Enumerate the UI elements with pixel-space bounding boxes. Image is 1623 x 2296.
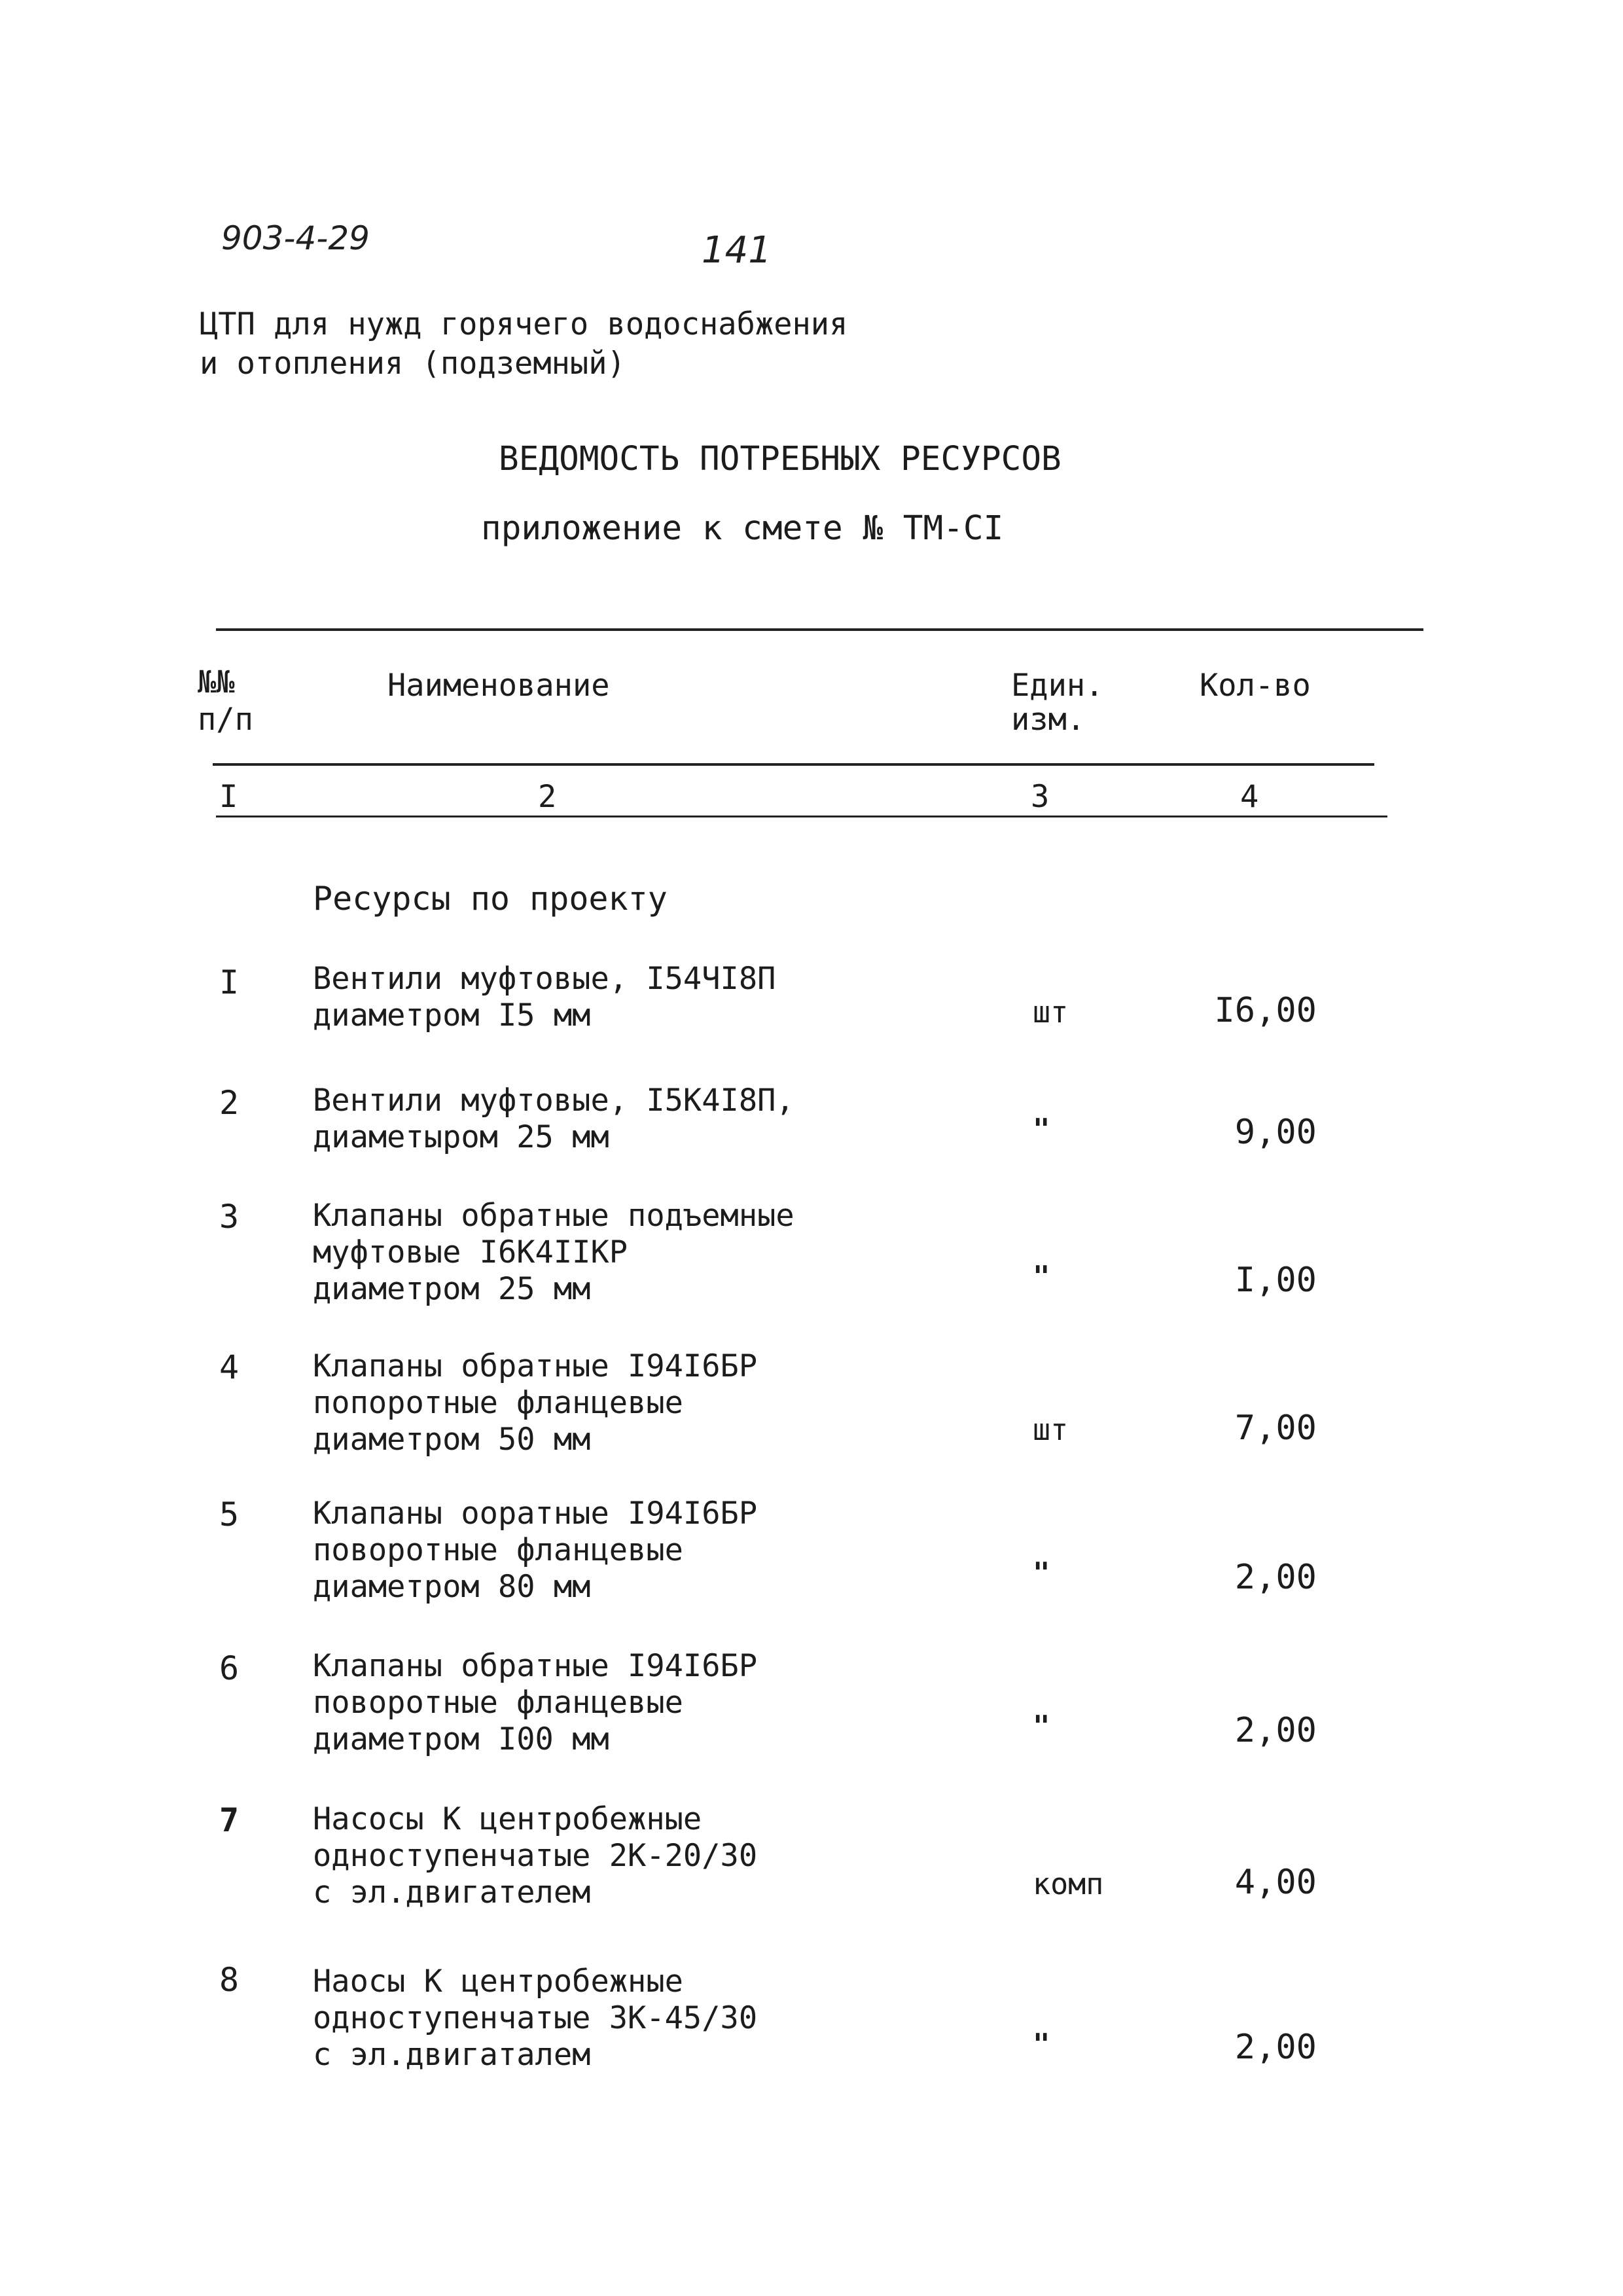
column-number-3: 3 [1031,779,1050,815]
section-title: Ресурсы по проекту [313,880,668,918]
row-6-quantity: 2,00 [1234,1711,1317,1750]
row-5-number: 5 [219,1496,240,1534]
row-4-name-line-2: попоротные фланцевые [313,1385,683,1421]
row-4-name-line-1: Клапаны обратные I94I6БР [313,1348,758,1384]
row-7-unit: комп [1033,1867,1104,1901]
row-8-unit-ditto: " [1033,2028,1050,2061]
column-number-2: 2 [538,779,557,815]
row-4-quantity: 7,00 [1234,1408,1317,1448]
col-header-unit-line2: изм. [1011,702,1086,738]
row-2-name-line-1: Вентили муфтовые, I5К4I8П, [313,1083,794,1119]
row-5-name-line-1: Клапаны ооратные I94I6БР [313,1496,758,1532]
row-5-name-line-2: поворотные фланцевые [313,1532,683,1568]
row-7-number: 7 [219,1801,240,1839]
row-3-name [313,1198,794,1308]
row-1-name-line-2: диаметром I5 мм [313,997,591,1033]
row-4-number: 4 [219,1348,240,1386]
row-6-unit-ditto: " [1033,1710,1050,1743]
col-header-unit-line1: Един. [1011,668,1104,704]
document-code-handwritten: 903-4-29 [221,219,370,257]
row-6-name-line-3: диаметром I00 мм [313,1721,609,1757]
row-2-unit-ditto: " [1033,1113,1050,1146]
row-8-name-line-3: с эл.двигаталем [313,2037,591,2073]
header-bottom-rule [213,763,1374,766]
row-1-name-line-1: Вентили муфтовые, I54ЧI8П [313,961,776,997]
row-7-name-line-3: с эл.двигателем [313,1874,591,1910]
row-5-quantity: 2,00 [1234,1558,1317,1597]
row-1-number: I [219,963,240,1001]
row-7-name [313,1801,757,1911]
row-5-name [313,1496,757,1605]
row-4-unit: шт [1033,1412,1069,1447]
row-3-name-line-3: диаметром 25 мм [313,1271,591,1307]
row-7-quantity: 4,00 [1234,1863,1317,1902]
row-8-name [313,1964,757,2073]
row-8-name-line-1: Наосы К центробежные [313,1964,683,2000]
document-title: ВЕДОМОСТЬ ПОТРЕБНЫХ РЕСУРСОВ [499,440,1061,478]
row-5-name-line-3: диаметром 80 мм [313,1569,591,1605]
row-1-quantity: I6,00 [1214,991,1317,1030]
column-number-4: 4 [1240,779,1259,815]
row-6-number: 6 [219,1649,240,1687]
row-7-name-line-2: одноступенчатые 2К-20/30 [313,1838,758,1874]
col-header-number-line2: п/п [198,702,253,738]
row-2-name-line-2: диаметыром 25 мм [313,1119,609,1155]
row-1-unit: шт [1033,995,1069,1030]
col-header-number-line1: №№ [198,664,235,700]
row-3-name-line-2: муфтовые I6К4IIКР [313,1234,628,1270]
col-header-quantity: Кол-во [1200,668,1311,704]
document-subtitle: приложение к смете № ТМ-СI [481,509,1004,548]
row-3-number: 3 [219,1198,240,1236]
row-2-quantity: 9,00 [1234,1113,1317,1152]
row-8-name-line-2: одноступенчатые 3К-45/30 [313,2000,758,2036]
row-4-name-line-3: диаметром 50 мм [313,1422,591,1458]
col-header-name: Наименование [387,668,610,704]
row-8-quantity: 2,00 [1234,2028,1317,2067]
row-7-name-line-1: Насосы К центробежные [313,1801,702,1837]
row-3-unit-ditto: " [1033,1260,1050,1293]
column-number-1: I [219,779,238,815]
row-1-name [313,961,776,1034]
row-3-name-line-1: Клапаны обратные подъемные [313,1198,794,1234]
header-line-2: и отопления (подземный) [200,346,626,382]
row-5-unit-ditto: " [1033,1556,1050,1590]
page-number-handwritten: 141 [702,229,772,272]
row-3-quantity: I,00 [1234,1261,1317,1300]
row-6-name [313,1648,757,1758]
row-6-name-line-2: поворотные фланцевые [313,1685,683,1721]
row-4-name [313,1348,757,1458]
column-number-rule [216,816,1387,817]
table-top-rule [216,628,1423,631]
row-8-number: 8 [219,1961,240,1999]
header-line-1: ЦТП для нужд горячего водоснабжения [200,306,848,342]
row-6-name-line-1: Клапаны обратные I94I6БР [313,1648,758,1684]
row-2-number: 2 [219,1084,240,1122]
row-2-name [313,1083,794,1156]
